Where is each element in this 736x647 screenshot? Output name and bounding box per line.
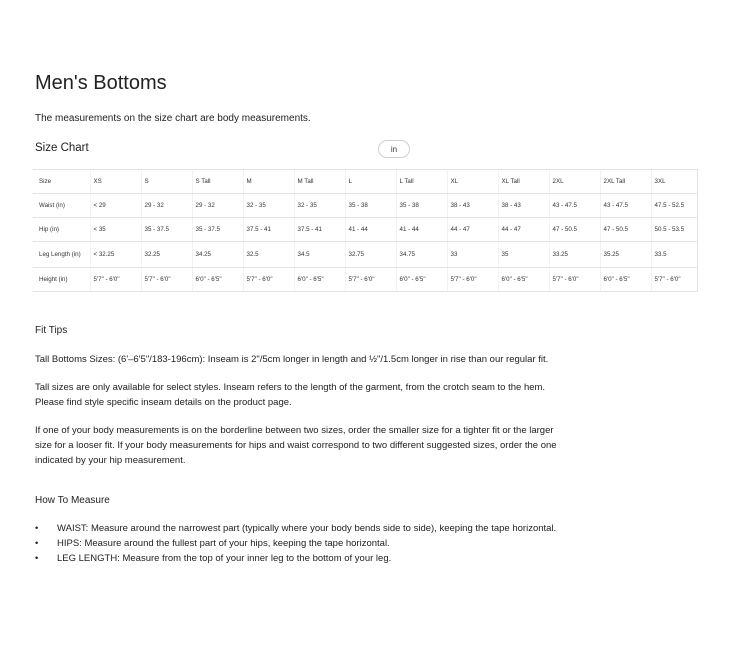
table-cell: 6'0" - 6'5" xyxy=(396,268,447,292)
table-cell: 32.25 xyxy=(141,242,192,268)
table-cell: 3XL xyxy=(651,170,697,194)
table-cell: XS xyxy=(90,170,141,194)
table-cell: < 32.25 xyxy=(90,242,141,268)
table-cell: 37.5 - 41 xyxy=(243,218,294,242)
table-cell: XL Tall xyxy=(498,170,549,194)
table-cell: 47.5 - 52.5 xyxy=(651,194,697,218)
table-cell: 35 - 37.5 xyxy=(141,218,192,242)
table-cell: S xyxy=(141,170,192,194)
bullet-icon: • xyxy=(35,553,39,564)
table-cell: 32.75 xyxy=(345,242,396,268)
row-label-cell: Leg Length (in) xyxy=(33,242,90,268)
how-to-measure-heading: How To Measure xyxy=(35,495,110,506)
intro-text: The measurements on the size chart are body measurements. xyxy=(35,113,311,124)
table-cell: 5'7" - 6'0" xyxy=(447,268,498,292)
table-cell: 47 - 50.5 xyxy=(600,218,651,242)
table-cell: 32 - 35 xyxy=(243,194,294,218)
table-cell: 43 - 47.5 xyxy=(549,194,600,218)
how-to-measure-list xyxy=(35,521,556,566)
table-cell: 44 - 47 xyxy=(498,218,549,242)
table-cell: < 35 xyxy=(90,218,141,242)
table-cell: M Tall xyxy=(294,170,345,194)
table-cell: 5'7" - 6'0" xyxy=(141,268,192,292)
table-cell: 34.25 xyxy=(192,242,243,268)
table-cell: 41 - 44 xyxy=(396,218,447,242)
table-cell: 32 - 35 xyxy=(294,194,345,218)
table-cell: 5'7" - 6'0" xyxy=(345,268,396,292)
table-cell: 32.5 xyxy=(243,242,294,268)
table-cell: 33.25 xyxy=(549,242,600,268)
waist-row xyxy=(33,194,697,218)
table-cell: 33.5 xyxy=(651,242,697,268)
table-cell: 50.5 - 53.5 xyxy=(651,218,697,242)
measure-item-text: WAIST: Measure around the narrowest part (typically where your body bends side to side), keeping the tape horizontal. xyxy=(57,523,557,534)
table-cell: 47 - 50.5 xyxy=(549,218,600,242)
table-cell: 35 - 37.5 xyxy=(192,218,243,242)
table-cell: 5'7" - 6'0" xyxy=(651,268,697,292)
table-cell: XL xyxy=(447,170,498,194)
table-cell: 35 xyxy=(498,242,549,268)
table-cell: < 29 xyxy=(90,194,141,218)
table-cell: 44 - 47 xyxy=(447,218,498,242)
measure-item-text: LEG LENGTH: Measure from the top of your inner leg to the bottom of your leg. xyxy=(57,553,392,564)
measure-item-leg-length xyxy=(35,551,556,566)
bullet-icon: • xyxy=(35,538,39,549)
table-cell: 35 - 38 xyxy=(345,194,396,218)
table-cell: L Tall xyxy=(396,170,447,194)
table-cell: 29 - 32 xyxy=(141,194,192,218)
size-chart-heading: Size Chart xyxy=(35,142,89,154)
table-cell: 34.5 xyxy=(294,242,345,268)
table-cell: S Tall xyxy=(192,170,243,194)
table-cell: 6'0" - 6'5" xyxy=(294,268,345,292)
table-cell: M xyxy=(243,170,294,194)
bullet-icon: • xyxy=(35,523,39,534)
fit-tips-heading: Fit Tips xyxy=(35,325,68,336)
table-cell: 33 xyxy=(447,242,498,268)
fit-tip-borderline: If one of your body measurements is on the borderline between two sizes, order the smaller size for a tighter fit or the larger size for a looser fit. If your body measurements for hips and waist correspond to two different suggested sizes, order the one indicated by your hip measurement. xyxy=(35,425,557,466)
table-cell: 2XL Tall xyxy=(600,170,651,194)
size-chart-table xyxy=(33,169,698,292)
table-cell: 5'7" - 6'0" xyxy=(549,268,600,292)
table-cell: 29 - 32 xyxy=(192,194,243,218)
unit-toggle-button[interactable]: in xyxy=(378,140,410,158)
table-cell: 5'7" - 6'0" xyxy=(90,268,141,292)
fit-tip-tall: Tall Bottoms Sizes: (6'–6'5"/183-196cm): Inseam is 2"/5cm longer in length and ½"/1.5cm longer in rise than our regular fit. xyxy=(35,354,549,365)
table-cell: 5'7" - 6'0" xyxy=(243,268,294,292)
table-cell: 43 - 47.5 xyxy=(600,194,651,218)
row-label-cell: Hip (in) xyxy=(33,218,90,242)
table-cell: 34.75 xyxy=(396,242,447,268)
table-cell: 38 - 43 xyxy=(447,194,498,218)
measure-item-hips xyxy=(35,536,556,551)
row-label-cell: Waist (in) xyxy=(33,194,90,218)
height-row xyxy=(33,268,697,292)
table-cell: 6'0" - 6'5" xyxy=(192,268,243,292)
table-cell: L xyxy=(345,170,396,194)
size-row xyxy=(33,170,697,194)
fit-tip-inseam: Tall sizes are only available for select styles. Inseam refers to the length of the garment, from the crotch seam to the hem. Please find style specific inseam details on the product page. xyxy=(35,382,546,408)
row-label-cell: Height (in) xyxy=(33,268,90,292)
table-cell: 41 - 44 xyxy=(345,218,396,242)
measure-item-waist xyxy=(35,521,556,536)
table-cell: 6'0" - 6'5" xyxy=(600,268,651,292)
row-label-cell: Size xyxy=(33,170,90,194)
page-title: Men's Bottoms xyxy=(35,72,167,94)
measure-item-text: HIPS: Measure around the fullest part of your hips, keeping the tape horizontal. xyxy=(57,538,390,549)
table-cell: 6'0" - 6'5" xyxy=(498,268,549,292)
leg-length-row xyxy=(33,242,697,268)
table-cell: 35 - 38 xyxy=(396,194,447,218)
table-cell: 37.5 - 41 xyxy=(294,218,345,242)
table-cell: 35.25 xyxy=(600,242,651,268)
hip-row xyxy=(33,218,697,242)
table-cell: 38 - 43 xyxy=(498,194,549,218)
table-cell: 2XL xyxy=(549,170,600,194)
